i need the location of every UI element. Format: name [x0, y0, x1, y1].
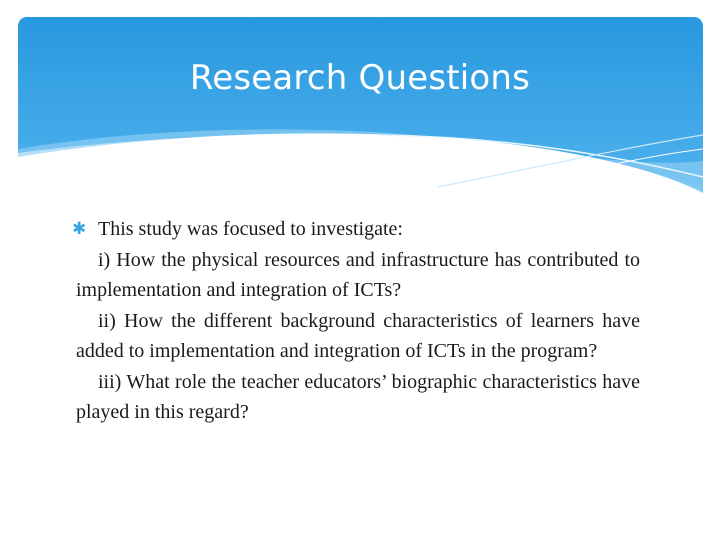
banner-wave-graphic — [18, 17, 703, 202]
slide-body — [72, 214, 640, 428]
research-question-3: iii) What role the teacher educators’ biographic characteristics have played in this regard? — [76, 370, 640, 423]
research-question-1: i) How the physical resources and infrastructure has contributed to implementation and integration of ICTs? — [76, 248, 640, 301]
bullet-item — [72, 214, 640, 245]
title-banner — [18, 17, 703, 202]
research-question-2: ii) How the different background characteristics of learners have added to implementation and integration of ICTs in the program? — [76, 309, 640, 362]
slide-title: Research Questions — [189, 58, 531, 98]
asterisk-icon: ✱ — [72, 219, 87, 239]
bullet-text: This study was focused to investigate: — [98, 218, 403, 240]
